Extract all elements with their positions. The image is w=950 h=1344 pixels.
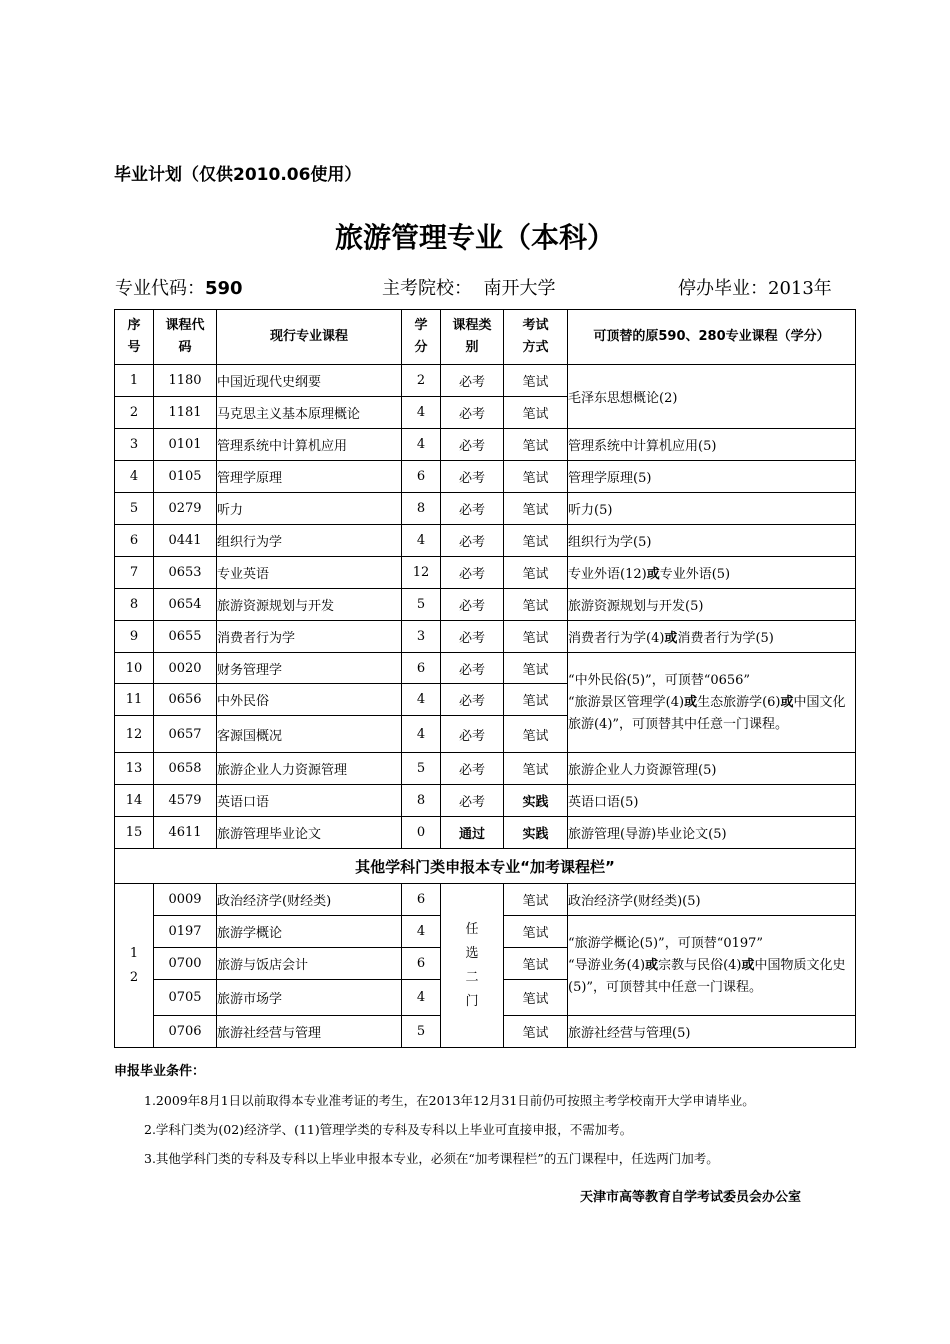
cell-credit: 0 — [402, 817, 441, 849]
cell-code: 4611 — [154, 817, 217, 849]
cell-replace: 旅游管理(导游)毕业论文(5) — [568, 817, 856, 849]
condition-item: 2.学科门类为(02)经济学、(11)管理学类的专科及专科以上毕业可直接申报，不需加考。 — [144, 1122, 633, 1137]
cell-seq: 12 — [115, 716, 154, 753]
exam-school — [382, 274, 555, 300]
cell-exam: 笔试 — [504, 589, 568, 621]
table-row — [115, 621, 856, 653]
cell-replace: 听力(5) — [568, 493, 856, 525]
cell-type: 必考 — [441, 684, 504, 716]
cell-code: 0654 — [154, 589, 217, 621]
cell-replace: 旅游企业人力资源管理(5) — [568, 753, 856, 785]
cell-seq: 8 — [115, 589, 154, 621]
header-exam: 考试 方式 — [504, 310, 568, 365]
cell-course: 听力 — [217, 493, 402, 525]
major-code-value: 590 — [205, 278, 243, 299]
cell-credit: 8 — [402, 493, 441, 525]
cell-seq: 9 — [115, 621, 154, 653]
cell-exam: 笔试 — [504, 916, 568, 948]
cell-exam: 笔试 — [504, 948, 568, 980]
table-row — [115, 653, 856, 684]
section-row — [115, 849, 856, 884]
cell-credit: 4 — [402, 525, 441, 557]
cell-code: 0700 — [154, 948, 217, 980]
stop-graduation-label: 停办毕业： — [678, 278, 768, 299]
table-row — [115, 493, 856, 525]
cell-replace: “旅游学概论(5)”，可顶替“0197” “导游业务(4)或宗教与民俗(4)或中国物质文化史(5)”，可顶替其中任意一门课程。 — [568, 916, 856, 1016]
table-row — [115, 429, 856, 461]
cell-code: 0279 — [154, 493, 217, 525]
cell-replace: 旅游社经营与管理(5) — [568, 1016, 856, 1048]
cell-credit: 5 — [402, 1016, 441, 1048]
cell-type: 必考 — [441, 365, 504, 397]
cell-credit: 12 — [402, 557, 441, 589]
stop-graduation-value: 2013年 — [768, 278, 832, 299]
cell-exam: 笔试 — [504, 653, 568, 684]
cell-exam: 笔试 — [504, 525, 568, 557]
cell-credit: 6 — [402, 884, 441, 916]
header-replace: 可顶替的原590、280专业课程（学分） — [568, 310, 856, 365]
cell-credit: 6 — [402, 653, 441, 684]
exam-school-value: 南开大学 — [483, 278, 556, 299]
cell-seq: 4 — [115, 461, 154, 493]
table-row — [115, 753, 856, 785]
section-title: 其他学科门类申报本专业“加考课程栏” — [115, 849, 856, 884]
cell-exam: 实践 — [504, 785, 568, 817]
major-code-label: 专业代码： — [115, 278, 205, 299]
cell-exam: 笔试 — [504, 461, 568, 493]
cell-replace: 组织行为学(5) — [568, 525, 856, 557]
cell-code: 0655 — [154, 621, 217, 653]
cell-course: 旅游与饭店会计 — [217, 948, 402, 980]
header-credit: 学 分 — [402, 310, 441, 365]
cell-code: 0705 — [154, 980, 217, 1016]
cell-type: 必考 — [441, 493, 504, 525]
cell-course: 财务管理学 — [217, 653, 402, 684]
cell-replace: 旅游资源规划与开发(5) — [568, 589, 856, 621]
cell-credit: 2 — [402, 365, 441, 397]
cell-code: 0101 — [154, 429, 217, 461]
cell-course: 旅游学概论 — [217, 916, 402, 948]
table-row — [115, 817, 856, 849]
cell-credit: 4 — [402, 716, 441, 753]
cell-code: 0658 — [154, 753, 217, 785]
page-title: 旅游管理专业（本科） — [334, 221, 615, 254]
cell-exam: 笔试 — [504, 980, 568, 1016]
cell-type: 必考 — [441, 716, 504, 753]
cell-type: 必考 — [441, 461, 504, 493]
cell-type: 必考 — [441, 429, 504, 461]
header-seq: 序 号 — [115, 310, 154, 365]
cell-type: 通过 — [441, 817, 504, 849]
cell-credit: 5 — [402, 753, 441, 785]
table-row — [115, 785, 856, 817]
course-table — [114, 309, 856, 1048]
cell-exam: 笔试 — [504, 621, 568, 653]
cell-code: 0653 — [154, 557, 217, 589]
cell-seq: 3 — [115, 429, 154, 461]
cell-exam: 笔试 — [504, 557, 568, 589]
cell-exam: 笔试 — [504, 884, 568, 916]
extra-type: 任 选 二 门 — [441, 884, 504, 1048]
cell-course: 组织行为学 — [217, 525, 402, 557]
table-row — [115, 525, 856, 557]
cell-replace: 管理系统中计算机应用(5) — [568, 429, 856, 461]
cell-code: 1181 — [154, 397, 217, 429]
cell-seq: 7 — [115, 557, 154, 589]
cell-seq: 11 — [115, 684, 154, 716]
cell-exam: 笔试 — [504, 429, 568, 461]
cell-course: 管理系统中计算机应用 — [217, 429, 402, 461]
header-code: 课程代 码 — [154, 310, 217, 365]
cell-type: 必考 — [441, 621, 504, 653]
cell-credit: 4 — [402, 397, 441, 429]
cell-seq: 14 — [115, 785, 154, 817]
table-row — [115, 461, 856, 493]
cell-credit: 4 — [402, 916, 441, 948]
cell-seq: 5 — [115, 493, 154, 525]
cell-type: 必考 — [441, 589, 504, 621]
cell-type: 必考 — [441, 557, 504, 589]
cell-course: 政治经济学(财经类) — [217, 884, 402, 916]
cell-exam: 笔试 — [504, 397, 568, 429]
cell-course: 马克思主义基本原理概论 — [217, 397, 402, 429]
cell-credit: 4 — [402, 429, 441, 461]
cell-seq: 13 — [115, 753, 154, 785]
cell-code: 0657 — [154, 716, 217, 753]
cell-code: 0706 — [154, 1016, 217, 1048]
exam-school-label: 主考院校： — [382, 278, 472, 299]
cell-replace: 英语口语(5) — [568, 785, 856, 817]
issuer: 天津市高等教育自学考试委员会办公室 — [580, 1190, 802, 1205]
cell-course: 专业英语 — [217, 557, 402, 589]
cell-type: 必考 — [441, 653, 504, 684]
header-course: 现行专业课程 — [217, 310, 402, 365]
cell-code: 0656 — [154, 684, 217, 716]
cell-course: 旅游社经营与管理 — [217, 1016, 402, 1048]
cell-course: 英语口语 — [217, 785, 402, 817]
cell-exam: 笔试 — [504, 684, 568, 716]
table-row — [115, 365, 856, 397]
cell-seq: 2 — [115, 397, 154, 429]
cell-seq: 1 — [115, 365, 154, 397]
cell-code: 4579 — [154, 785, 217, 817]
cell-course: 旅游市场学 — [217, 980, 402, 1016]
cell-seq: 15 — [115, 817, 154, 849]
cell-course: 客源国概况 — [217, 716, 402, 753]
extra-seq: 1 2 — [115, 884, 154, 1048]
cell-code: 0197 — [154, 916, 217, 948]
cell-replace: 政治经济学(财经类)(5) — [568, 884, 856, 916]
condition-item: 1.2009年8月1日以前取得本专业准考证的考生，在2013年12月31日前仍可按照主考学校南开大学申请毕业。 — [144, 1093, 755, 1108]
cell-exam: 笔试 — [504, 365, 568, 397]
cell-course: 中国近现代史纲要 — [217, 365, 402, 397]
condition-item: 3.其他学科门类的专科及专科以上毕业申报本专业，必须在“加考课程栏”的五门课程中，任选两门加考。 — [144, 1151, 719, 1166]
header-type: 课程类 别 — [441, 310, 504, 365]
cell-course: 旅游企业人力资源管理 — [217, 753, 402, 785]
cell-code: 0105 — [154, 461, 217, 493]
cell-replace: 消费者行为学(4)或消费者行为学(5) — [568, 621, 856, 653]
cell-code: 1180 — [154, 365, 217, 397]
major-code — [115, 274, 243, 300]
cell-course: 管理学原理 — [217, 461, 402, 493]
cell-code: 0009 — [154, 884, 217, 916]
cell-type: 必考 — [441, 525, 504, 557]
cell-type: 必考 — [441, 753, 504, 785]
extra-row — [115, 884, 856, 916]
cell-credit: 4 — [402, 980, 441, 1016]
cell-credit: 5 — [402, 589, 441, 621]
cell-course: 旅游管理毕业论文 — [217, 817, 402, 849]
cell-exam: 实践 — [504, 817, 568, 849]
conditions-title: 申报毕业条件： — [114, 1064, 206, 1079]
cell-exam: 笔试 — [504, 1016, 568, 1048]
stop-graduation — [678, 274, 832, 300]
cell-replace: “中外民俗(5)”，可顶替“0656” “旅游景区管理学(4)或生态旅游学(6)或中国文化旅游(4)”，可顶替其中任意一门课程。 — [568, 653, 856, 753]
table-row — [115, 557, 856, 589]
table-header-row — [115, 310, 856, 365]
cell-exam: 笔试 — [504, 716, 568, 753]
cell-seq: 6 — [115, 525, 154, 557]
cell-type: 必考 — [441, 785, 504, 817]
cell-credit: 6 — [402, 948, 441, 980]
cell-course: 中外民俗 — [217, 684, 402, 716]
cell-credit: 3 — [402, 621, 441, 653]
cell-replace: 管理学原理(5) — [568, 461, 856, 493]
cell-replace: 毛泽东思想概论(2) — [568, 365, 856, 429]
table-row — [115, 589, 856, 621]
cell-replace: 专业外语(12)或专业外语(5) — [568, 557, 856, 589]
cell-credit: 8 — [402, 785, 441, 817]
cell-credit: 4 — [402, 684, 441, 716]
cell-code: 0020 — [154, 653, 217, 684]
cell-exam: 笔试 — [504, 493, 568, 525]
cell-credit: 6 — [402, 461, 441, 493]
cell-code: 0441 — [154, 525, 217, 557]
cell-course: 消费者行为学 — [217, 621, 402, 653]
cell-exam: 笔试 — [504, 753, 568, 785]
plan-note: 毕业计划（仅供2010.06使用） — [114, 165, 362, 185]
cell-seq: 10 — [115, 653, 154, 684]
cell-type: 必考 — [441, 397, 504, 429]
cell-course: 旅游资源规划与开发 — [217, 589, 402, 621]
